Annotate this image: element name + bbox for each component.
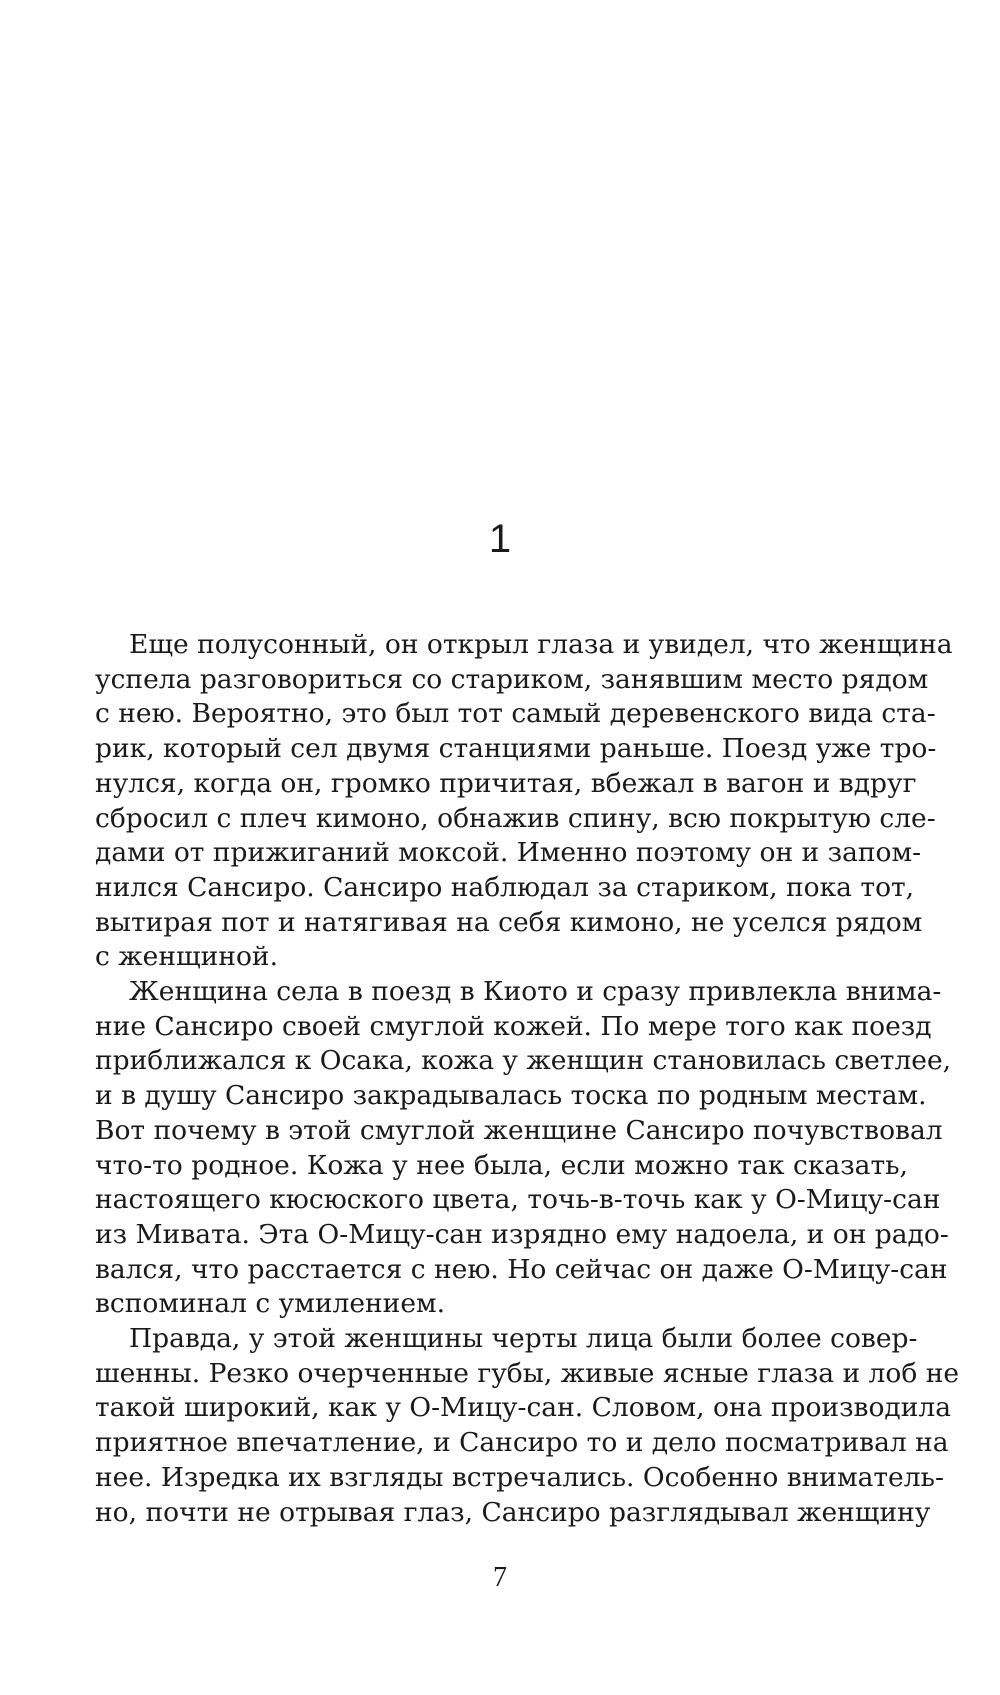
text-line: успела разговориться со стариком, занявшим место рядом [95, 663, 929, 695]
text-line: приближался к Осака, кожа у женщин становилась светлее, [95, 1045, 952, 1077]
chapter-number: 1 [488, 517, 512, 561]
text-line: нулся, когда он, громко причитая, вбежал в вагон и вдруг [95, 767, 917, 799]
text-line: вался, что расстается с нею. Но сейчас он даже О-Мицу-сан [95, 1253, 948, 1285]
text-line: такой широкий, как у О-Мицу-сан. Словом, она производила [95, 1392, 952, 1424]
paragraph-2 [95, 975, 952, 1322]
page-number: 7 [493, 1562, 507, 1593]
text-line: ние Сансиро своей смуглой кожей. По мере того как поезд [95, 1010, 932, 1042]
text-line: нился Сансиро. Сансиро наблюдал за стариком, пока тот, [95, 871, 915, 903]
text-line: нее. Изредка их взгляды встречались. Особенно вниматель- [95, 1461, 944, 1493]
text-line: и в душу Сансиро закрадывалась тоска по родным местам. [95, 1080, 927, 1112]
paragraph-3 [95, 1322, 960, 1530]
text-line: Женщина села в поезд в Киото и сразу привлекла внима- [129, 976, 942, 1008]
text-line: вытирая пот и натягивая на себя кимоно, не уселся рядом [95, 906, 923, 938]
text-line: сбросил с плеч кимоно, обнажив спину, всю покрытую сле- [95, 802, 936, 834]
text-line: настоящего кюсюского цвета, точь-в-точь как у О-Мицу-сан [95, 1184, 941, 1216]
text-line: из Мивата. Эта О-Мицу-сан изрядно ему надоела, и он радо- [95, 1218, 949, 1250]
text-line: рик, который сел двумя станциями раньше. Поезд уже тро- [95, 733, 937, 765]
text-line: что-то родное. Кожа у нее была, если можно так сказать, [95, 1149, 908, 1181]
text-line: шенны. Резко очерченные губы, живые ясные глаза и лоб не [95, 1357, 960, 1389]
text-line: Вот почему в этой смуглой женщине Сансиро почувствовал [95, 1114, 943, 1146]
text-line: Еще полусонный, он открыл глаза и увидел, что женщина [129, 629, 953, 660]
text-line: дами от прижиганий моксой. Именно поэтому он и запом- [95, 837, 922, 869]
text-line: приятное впечатление, и Сансиро то и дело посматривал на [95, 1427, 949, 1459]
text-line: с нею. Вероятно, это был тот самый деревенского вида ста- [95, 698, 936, 730]
text-line: но, почти не отрывая глаз, Сансиро разглядывал женщину [95, 1496, 931, 1528]
paragraph-1 [95, 628, 953, 975]
text-line: с женщиной. [95, 941, 278, 973]
body-text [95, 628, 960, 1530]
text-line: вспоминал с умилением. [95, 1288, 446, 1320]
text-line: Правда, у этой женщины черты лица были более совер- [129, 1323, 918, 1355]
